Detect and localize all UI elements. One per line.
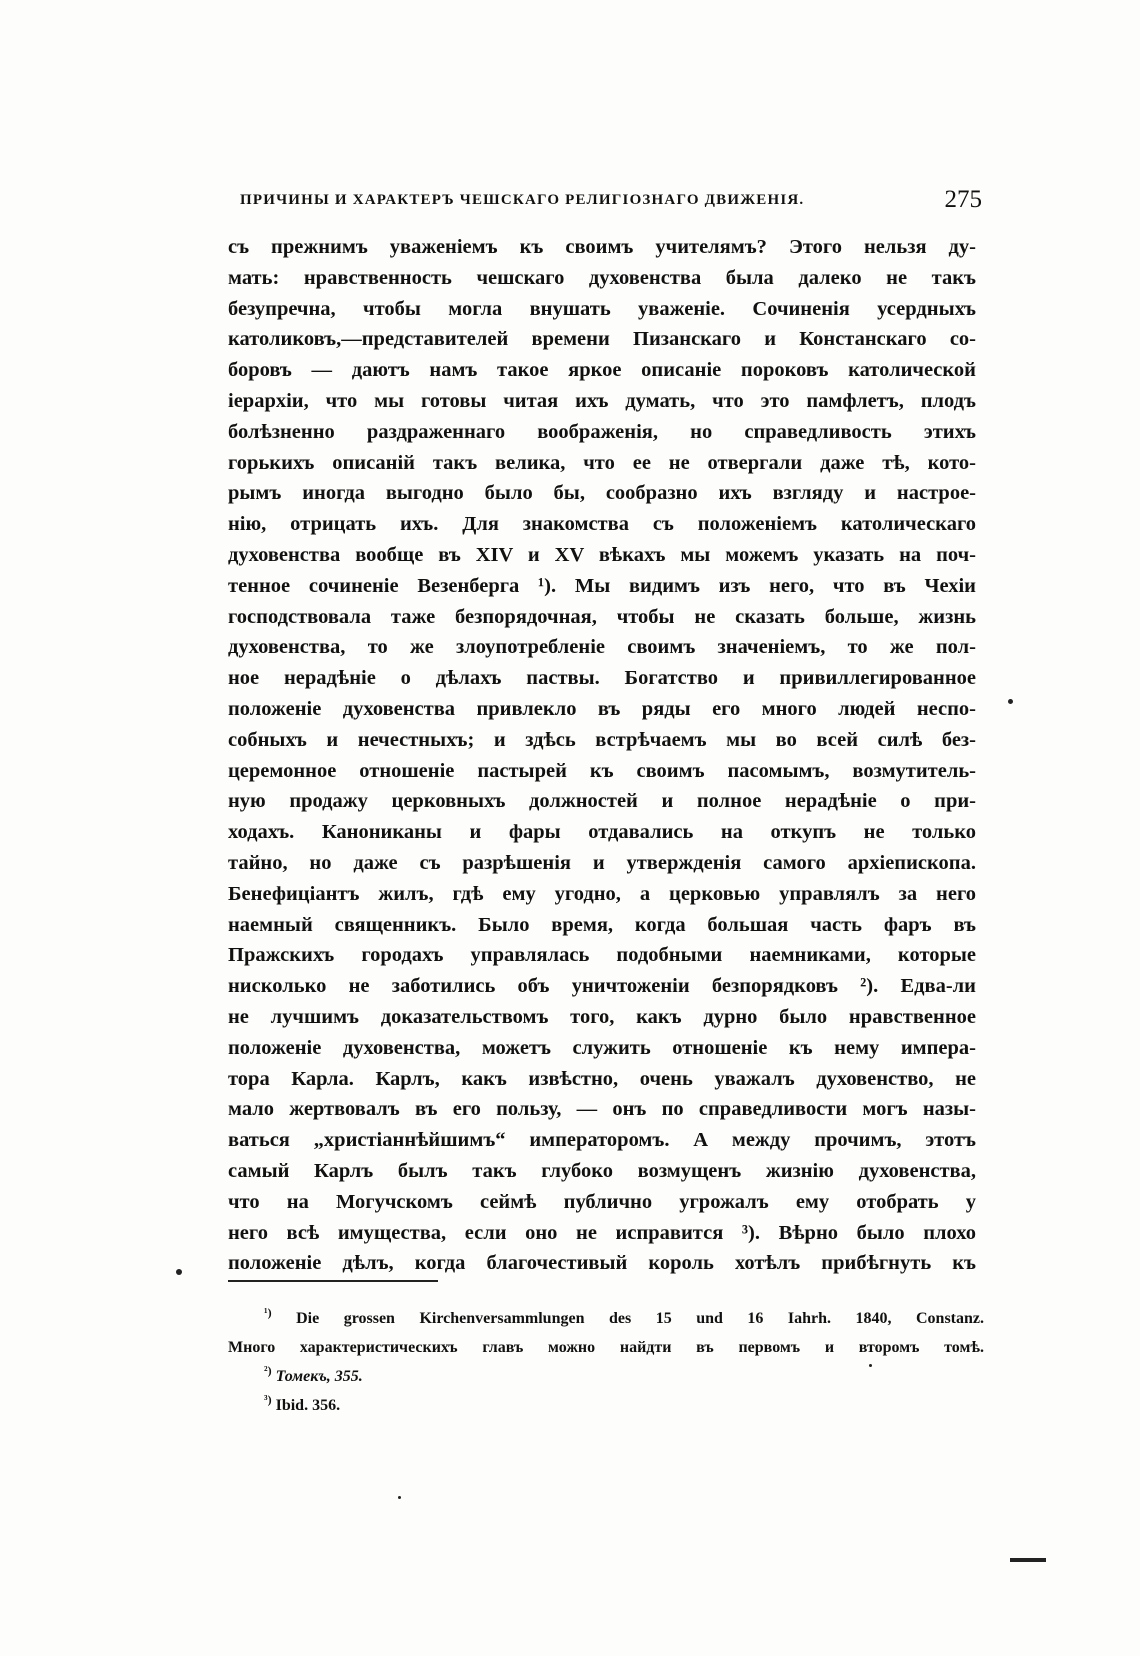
- footnote: [264, 1391, 984, 1420]
- text-line: ную продажу церковныхъ должностей и полное нерадѣніе о при-: [228, 790, 976, 813]
- text-line: іерархіи, что мы готовы читая ихъ думать, что это памфлетъ, плодъ: [228, 389, 976, 412]
- text-line: него всѣ имущества, если оно не исправится ³). Вѣрно было плохо: [228, 1221, 976, 1244]
- footnote: [264, 1304, 984, 1333]
- footnote-text: Ibid. 356.: [275, 1397, 341, 1414]
- footnote-mark: ³): [264, 1392, 272, 1407]
- footnote-mark: ²): [264, 1363, 272, 1378]
- text-line: мать: нравственность чешскаго духовенства была далеко не такъ: [228, 266, 976, 289]
- scan-speck: [869, 1364, 872, 1367]
- text-line: положеніе духовенства привлекло въ ряды его много людей неспо-: [228, 697, 976, 720]
- text-line: тора Карла. Карлъ, какъ извѣстно, очень уважалъ духовенство, не: [228, 1067, 976, 1090]
- text-line: тенное сочиненіе Везенберга ¹). Мы видимъ изъ него, что въ Чехіи: [228, 574, 976, 597]
- page-header: [240, 186, 982, 220]
- text-line: положеніе дѣлъ, когда благочестивый король хотѣлъ прибѣгнуть къ: [228, 1252, 976, 1275]
- text-line: рымъ иногда выгодно было бы, сообразно ихъ взгляду и настрое-: [228, 482, 976, 505]
- footnote-separator: [228, 1280, 438, 1282]
- footnote-text: Много характеристическихъ главъ можно найдти въ первомъ и второмъ томѣ.: [228, 1339, 984, 1356]
- text-line: болѣзненно раздраженнаго воображенія, но справедливость этихъ: [228, 420, 976, 443]
- text-line: собныхъ и нечестныхъ; и здѣсь встрѣчаемъ мы во всей силѣ без-: [228, 728, 976, 751]
- text-line: нію, отрицать ихъ. Для знакомства съ положеніемъ католическаго: [228, 513, 976, 536]
- text-line: ходахъ. Канониканы и фары отдавались на откупъ не только: [228, 821, 976, 844]
- text-line: церемонное отношеніе пастырей къ своимъ пасомымъ, возмутитель-: [228, 759, 976, 782]
- footnotes: [228, 1304, 985, 1420]
- scan-speck: [1008, 699, 1013, 704]
- footnote-mark: ¹): [264, 1305, 272, 1320]
- running-title: ПРИЧИНЫ И ХАРАКТЕРЪ ЧЕШСКАГО РЕЛИГІОЗНАГО ДВИЖЕНІЯ.: [240, 192, 805, 208]
- text-line: съ прежнимъ уваженіемъ къ своимъ учителямъ? Этого нельзя ду-: [228, 236, 976, 258]
- footnote-text: Томекъ, 355.: [275, 1368, 363, 1385]
- text-line: что на Могучскомъ сеймѣ публично угрожалъ ему отобрать у: [228, 1190, 976, 1213]
- text-line: боровъ — даютъ намъ такое яркое описаніе пороковъ католической: [228, 359, 976, 382]
- text-line: нисколько не заботились объ уничтоженіи безпорядковъ ²). Едва-ли: [228, 975, 976, 998]
- text-line: мало жертвовалъ въ его пользу, — онъ по справедливости могъ назы-: [228, 1098, 976, 1121]
- text-line: безупречна, чтобы могла внушать уваженіе. Сочиненія усердныхъ: [228, 297, 976, 320]
- text-line: католиковъ,—представителей времени Пизанскаго и Констанскаго со-: [228, 328, 976, 351]
- body-text: [228, 232, 976, 1279]
- text-line: Бенефиціантъ жилъ, гдѣ ему угодно, а церковью управлялъ за него: [228, 882, 976, 905]
- text-line: ное нерадѣніе о дѣлахъ паствы. Богатство и привиллегированное: [228, 667, 976, 690]
- text-line: духовенства вообще въ XIV и XV вѣкахъ мы можемъ указать на поч-: [228, 543, 976, 566]
- footnote-text: Die grossen Kirchenversammlungen des 15 und 16 Iahrh. 1840, Constanz.: [296, 1310, 985, 1327]
- text-line: не лучшимъ доказательствомъ того, какъ дурно было нравственное: [228, 1005, 976, 1028]
- text-line: горькихъ описаній такъ велика, что ее не отвергали даже тѣ, кото-: [228, 451, 976, 474]
- footnote: [264, 1362, 984, 1391]
- text-line: положеніе духовенства, можетъ служить отношеніе къ нему импера-: [228, 1036, 976, 1059]
- text-line: господствовала таже безпорядочная, чтобы не сказать больше, жизнь: [228, 605, 976, 628]
- text-line: тайно, но даже съ разрѣшенія и утвержденія самого архіепископа.: [228, 851, 976, 874]
- scan-mark: [1010, 1558, 1046, 1562]
- text-line: наемный священникъ. Было время, когда большая часть фаръ въ: [228, 913, 976, 936]
- footnote-continuation: [228, 1333, 984, 1362]
- text-line: ваться „христіаннѣйшимъ“ императоромъ. А между прочимъ, этотъ: [228, 1129, 976, 1152]
- text-line: духовенства, то же злоупотребленіе своимъ значеніемъ, то же пол-: [228, 636, 976, 659]
- scan-speck: [398, 1496, 401, 1499]
- scan-speck: [176, 1269, 182, 1275]
- text-line: Пражскихъ городахъ управлялась подобными наемниками, которые: [228, 944, 976, 967]
- page-number: 275: [944, 186, 982, 213]
- text-line: самый Карлъ былъ такъ глубоко возмущенъ жизнію духовенства,: [228, 1159, 976, 1182]
